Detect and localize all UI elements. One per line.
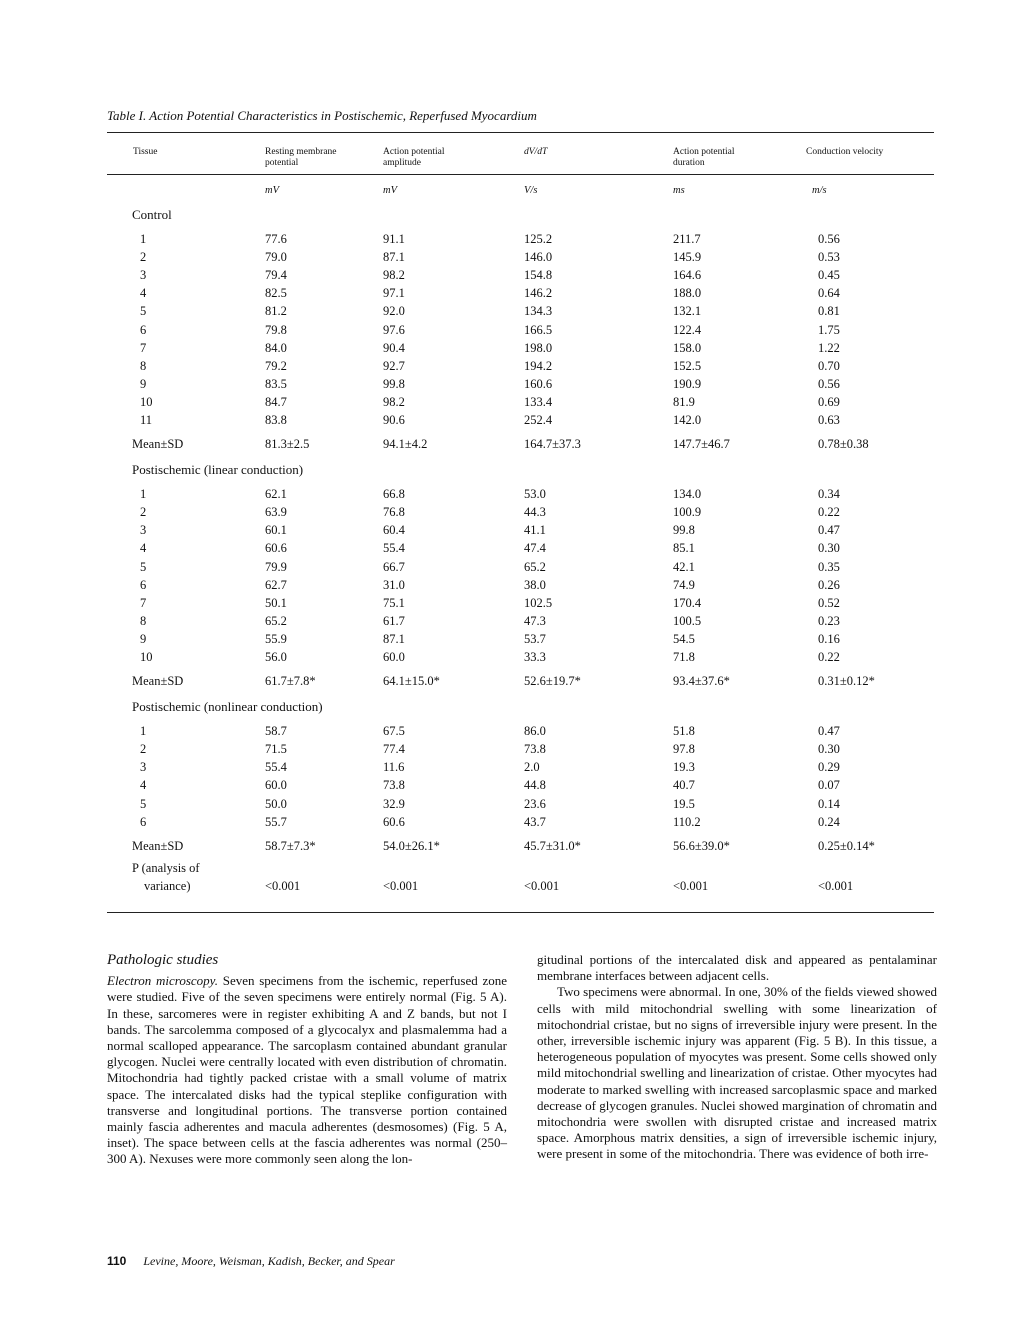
table-cell: 0.45 — [818, 268, 840, 283]
row-label: Mean±SD — [132, 838, 184, 853]
table-cell: 145.9 — [673, 250, 702, 265]
p-value: <0.001 — [265, 878, 301, 893]
header-duration-line1: Action potential — [673, 147, 735, 157]
row-label: 10 — [140, 650, 153, 664]
table-cell: 146.0 — [524, 250, 553, 265]
row-label: 6 — [140, 814, 147, 829]
table-cell: 40.7 — [673, 778, 695, 793]
table-cell: 31.0 — [383, 577, 405, 592]
table-cell: 66.7 — [383, 559, 405, 574]
table-row — [107, 541, 934, 559]
table-cell: 79.8 — [265, 322, 287, 337]
header-conduction-velocity — [806, 147, 883, 158]
table-cell: 102.5 — [524, 595, 553, 610]
unit-velocity: m/s — [812, 185, 827, 196]
table-cell: 0.14 — [818, 796, 840, 811]
table-cell: 97.8 — [673, 742, 695, 757]
table-cell: 60.6 — [265, 541, 287, 556]
table-row — [107, 487, 934, 505]
header-dvdt — [524, 147, 547, 158]
table-cell: 98.2 — [383, 394, 405, 409]
p-value: <0.001 — [383, 878, 419, 893]
table-cell: 211.7 — [673, 232, 701, 246]
table-cell: 198.0 — [524, 340, 553, 355]
group-title: Postischemic (linear conduction) — [132, 462, 304, 478]
header-ap-duration — [673, 147, 734, 169]
table-cell: 97.1 — [383, 286, 405, 301]
table-cell: 53.7 — [524, 631, 546, 646]
table-cell: 60.0 — [383, 650, 405, 664]
table-cell: 75.1 — [383, 595, 405, 610]
table-cell: 0.34 — [818, 487, 840, 502]
table-cell: 54.0±26.1* — [383, 838, 440, 853]
table-cell: 122.4 — [673, 322, 702, 337]
table-cell: 84.7 — [265, 394, 287, 409]
header-duration-line2: duration — [673, 158, 705, 168]
table-cell: 99.8 — [673, 523, 695, 538]
header-tissue-line2: Tissue — [133, 147, 158, 157]
table-row — [107, 341, 934, 359]
table-cell: 110.2 — [673, 814, 701, 829]
table-cell: 81.3±2.5 — [265, 437, 310, 452]
row-label: 4 — [140, 541, 147, 556]
table-cell: 91.1 — [383, 232, 405, 246]
table-cell: 47.3 — [524, 613, 546, 628]
table-cell: 71.8 — [673, 650, 695, 664]
row-label: 11 — [140, 413, 153, 427]
header-resting-line1: Resting membrane — [265, 147, 337, 157]
table-cell: 41.1 — [524, 523, 546, 538]
table-row — [107, 778, 934, 796]
p-value: <0.001 — [524, 878, 560, 893]
table-cell: 0.25±0.14* — [818, 838, 875, 853]
row-label: 3 — [140, 268, 147, 283]
table-cell: 55.4 — [265, 760, 287, 775]
table-cell: 0.29 — [818, 760, 840, 775]
table-cell: 33.3 — [524, 650, 546, 664]
row-label: 8 — [140, 613, 147, 628]
header-tissue — [133, 147, 157, 158]
text-column-right — [537, 952, 937, 1163]
table-row — [107, 674, 934, 692]
table-cell: 76.8 — [383, 505, 405, 520]
table-cell: 79.4 — [265, 268, 287, 283]
table-cell: 194.2 — [524, 358, 553, 373]
table-cell: 60.4 — [383, 523, 405, 538]
table-cell: 38.0 — [524, 577, 546, 592]
table-row — [107, 815, 934, 833]
table-cell: 86.0 — [524, 724, 546, 739]
table-cell: 79.0 — [265, 250, 287, 265]
row-label: 5 — [140, 304, 147, 319]
table-row — [107, 377, 934, 395]
table-row — [107, 323, 934, 341]
table-cell: 44.3 — [524, 505, 546, 520]
row-label: 6 — [140, 322, 147, 337]
table-cell: 50.0 — [265, 796, 287, 811]
table-cell: 190.9 — [673, 376, 702, 391]
table-cell: 62.1 — [265, 487, 287, 502]
table-cell: 0.47 — [818, 724, 840, 739]
table-row — [107, 250, 934, 268]
table-cell: 0.16 — [818, 631, 840, 646]
row-label: 4 — [140, 778, 147, 793]
table-cell: 65.2 — [265, 613, 287, 628]
table-cell: 0.53 — [818, 250, 840, 265]
table-cell: 0.07 — [818, 778, 840, 793]
p-value: <0.001 — [818, 878, 854, 893]
table-cell: 0.30 — [818, 742, 840, 757]
header-resting-line2: potential — [265, 158, 299, 168]
header-velocity-line2: Conduction velocity — [806, 147, 884, 157]
table-cell: 66.8 — [383, 487, 405, 502]
table-cell: 1.22 — [818, 340, 840, 355]
table-row — [107, 839, 934, 857]
table-cell: 55.9 — [265, 631, 287, 646]
row-label: 2 — [140, 250, 147, 265]
table-cell: 0.78±0.38 — [818, 437, 869, 452]
left-paragraph-text: Seven specimens from the ischemic, reperfused zone were studied. Five of the seven specimens were entirely normal (Fig. 5 A). In these, sarcomeres were in register exhibiting A and Z bands, but not I bands. The sarcolemma composed of a glycocalyx and plasmalemma had a normal scalloped appearance. The sarcoplasm contained abundant granular glycogen. Nuclei were centrally located with even distribution of chromatin. Mitochondria had tightly packed cristae with a small volume of matrix space. The intercalated disks had the typical steplike configuration with transverse and longitudinal portions. The transverse portion contained mainly fascia adherentes and macula adherentes (desmosomes) (Fig. 5 A, inset). The space between cells at the fascia adherentes was normal (250–300 A). Nexuses were more commonly seen along the lon- — [107, 973, 507, 1167]
row-label: 5 — [140, 559, 147, 574]
row-label: 9 — [140, 376, 147, 391]
table-cell: 100.9 — [673, 505, 702, 520]
table-cell: 92.0 — [383, 304, 405, 319]
table-cell: 0.70 — [818, 358, 840, 373]
group-title: Postischemic (nonlinear conduction) — [132, 699, 323, 715]
table-cell: 134.0 — [673, 487, 702, 502]
table-row — [107, 742, 934, 760]
table-cell: 64.1±15.0* — [383, 674, 440, 689]
table-cell: 52.6±19.7* — [524, 674, 581, 689]
table-cell: 92.7 — [383, 358, 405, 373]
table-cell: 19.5 — [673, 796, 695, 811]
table-cell: 125.2 — [524, 232, 553, 246]
right-paragraph-2: Two specimens were abnormal. In one, 30% of the fields viewed showed cells with mild mitochondrial swelling with some linearization of mitochondrial cristae, but no signs of irreversible injury were present. In the other, irreversible ischemic injury was apparent (Fig. 5 B). In this tissue, a heterogeneous population of myocytes was present. Some cells showed only mild mitochondrial swelling and linearization of cristae. Other myocytes had moderate to marked swelling with increased sarcoplasmic space and marked decrease of glycogen granules. Nuclei showed margination of chromatin and mitochondria were swollen with disrupted cristae and increased matrix space. Amorphous matrix densities, a sign of irreversible ischemic injury, were present in some of the mitochondria. There was evidence of both irre- — [537, 984, 937, 1162]
unit-dvdt: V/s — [524, 185, 538, 196]
unit-resting: mV — [265, 185, 279, 196]
header-resting-potential — [265, 147, 337, 169]
table-cell: 58.7±7.3* — [265, 838, 316, 853]
table-cell: 65.2 — [524, 559, 546, 574]
table-cell: 0.23 — [818, 613, 840, 628]
table-cell: 67.5 — [383, 724, 405, 739]
table-cell: 90.6 — [383, 413, 405, 427]
table-cell: 51.8 — [673, 724, 695, 739]
table-cell: 42.1 — [673, 559, 695, 574]
table-cell: 62.7 — [265, 577, 287, 592]
table-cell: 0.69 — [818, 394, 840, 409]
table-row — [107, 286, 934, 304]
table-top-rule — [107, 132, 934, 133]
table-cell: 71.5 — [265, 742, 287, 757]
table-cell: 0.22 — [818, 505, 840, 520]
footer-authors: Levine, Moore, Weisman, Kadish, Becker, and Spear — [143, 1254, 395, 1268]
table-cell: 61.7±7.8* — [265, 674, 316, 689]
row-label: 9 — [140, 631, 147, 646]
table-cell: 147.7±46.7 — [673, 437, 730, 452]
subsection-lead: Electron microscopy. — [107, 973, 218, 989]
table-cell: 2.0 — [524, 760, 540, 775]
header-ap-amplitude — [383, 147, 444, 169]
table-row — [107, 760, 934, 778]
table-cell: 170.4 — [673, 595, 702, 610]
table-cell: 79.2 — [265, 358, 287, 373]
table-cell: 0.52 — [818, 595, 840, 610]
table-cell: 252.4 — [524, 413, 553, 427]
p-label-line1: P (analysis of — [132, 860, 200, 875]
table-cell: 142.0 — [673, 413, 702, 427]
table-row — [107, 650, 934, 668]
table-cell: 60.1 — [265, 523, 287, 538]
table-row — [107, 304, 934, 322]
unit-amplitude: mV — [383, 185, 397, 196]
group-title: Control — [132, 207, 172, 222]
table-caption: Table I. Action Potential Characteristics in Postischemic, Reperfused Myocardium — [107, 108, 537, 123]
table-cell: 74.9 — [673, 577, 695, 592]
row-label: 3 — [140, 523, 147, 538]
table-row — [107, 395, 934, 413]
table-cell: 79.9 — [265, 559, 287, 574]
table-cell: 56.6±39.0* — [673, 838, 730, 853]
table-cell: 90.4 — [383, 340, 405, 355]
table-cell: 1.75 — [818, 322, 840, 337]
table-cell: 47.4 — [524, 541, 546, 556]
row-label: Mean±SD — [132, 674, 184, 689]
table-cell: 87.1 — [383, 250, 405, 265]
table-cell: 154.8 — [524, 268, 553, 283]
table-row — [107, 505, 934, 523]
table-row — [107, 437, 934, 455]
table-row — [107, 724, 934, 742]
row-label: 7 — [140, 340, 147, 355]
table-cell: 50.1 — [265, 595, 287, 610]
table-cell: 19.3 — [673, 760, 695, 775]
table-cell: 0.31±0.12* — [818, 674, 875, 689]
page-footer — [107, 1254, 395, 1269]
row-label: 3 — [140, 760, 147, 775]
table-cell: 0.35 — [818, 559, 840, 574]
table-cell: 43.7 — [524, 814, 546, 829]
table-cell: 99.8 — [383, 376, 405, 391]
table-cell: 81.9 — [673, 394, 695, 409]
row-label: 2 — [140, 742, 147, 757]
table-cell: 54.5 — [673, 631, 695, 646]
table-cell: 0.30 — [818, 541, 840, 556]
table-cell: 55.7 — [265, 814, 287, 829]
right-paragraph-1: gitudinal portions of the intercalated disk and appeared as pentalaminar membrane interfaces between adjacent cells. — [537, 952, 937, 984]
table-cell: 32.9 — [383, 796, 405, 811]
row-label: 1 — [140, 487, 147, 502]
table-cell: 82.5 — [265, 286, 287, 301]
table-cell: 0.64 — [818, 286, 840, 301]
table-row — [107, 359, 934, 377]
table-cell: 85.1 — [673, 541, 695, 556]
table-cell: 84.0 — [265, 340, 287, 355]
text-column-left — [107, 952, 507, 1168]
row-label: 6 — [140, 577, 147, 592]
table-cell: 152.5 — [673, 358, 702, 373]
table-cell: 164.6 — [673, 268, 702, 283]
table-cell: 60.6 — [383, 814, 405, 829]
table-cell: 77.6 — [265, 232, 287, 246]
row-label: Mean±SD — [132, 437, 184, 452]
row-label: 5 — [140, 796, 147, 811]
table-cell: 73.8 — [524, 742, 546, 757]
row-label: 7 — [140, 595, 147, 610]
row-label: 1 — [140, 724, 147, 739]
section-title: Pathologic studies — [107, 952, 219, 968]
header-dvdt-line2: dV/dT — [524, 147, 548, 157]
row-label: 8 — [140, 358, 147, 373]
row-label: 4 — [140, 286, 147, 301]
table-row — [107, 596, 934, 614]
table-row — [107, 797, 934, 815]
page-number: 110 — [107, 1254, 127, 1268]
table-cell: 73.8 — [383, 778, 405, 793]
table-cell: 0.56 — [818, 376, 840, 391]
table-row — [107, 614, 934, 632]
table-cell: 63.9 — [265, 505, 287, 520]
table-cell: 55.4 — [383, 541, 405, 556]
table-cell: 81.2 — [265, 304, 287, 319]
table-cell: 58.7 — [265, 724, 287, 739]
table-cell: 0.24 — [818, 814, 840, 829]
table-cell: 83.8 — [265, 413, 287, 427]
table-cell: 0.47 — [818, 523, 840, 538]
table-cell: 61.7 — [383, 613, 405, 628]
table-cell: 146.2 — [524, 286, 553, 301]
table-cell: 134.3 — [524, 304, 553, 319]
table-row — [107, 578, 934, 596]
table-cell: 93.4±37.6* — [673, 674, 730, 689]
p-value: <0.001 — [673, 878, 709, 893]
table-cell: 98.2 — [383, 268, 405, 283]
table-cell: 166.5 — [524, 322, 553, 337]
table-cell: 164.7±37.3 — [524, 437, 581, 452]
left-paragraph — [107, 973, 507, 1167]
table-row — [107, 560, 934, 578]
table-cell: 97.6 — [383, 322, 405, 337]
table-cell: 132.1 — [673, 304, 702, 319]
table-cell: 0.81 — [818, 304, 840, 319]
row-label: 1 — [140, 232, 147, 246]
table-cell: 0.22 — [818, 650, 840, 664]
table-cell: 158.0 — [673, 340, 702, 355]
table-cell: 56.0 — [265, 650, 287, 664]
header-amplitude-line2: amplitude — [383, 158, 421, 168]
table-cell: 83.5 — [265, 376, 287, 391]
table-cell: 11.6 — [383, 760, 405, 775]
unit-duration: ms — [673, 185, 685, 196]
table-cell: 44.8 — [524, 778, 546, 793]
table-cell: 53.0 — [524, 487, 546, 502]
table-cell: 94.1±4.2 — [383, 437, 428, 452]
table-row — [107, 632, 934, 650]
table-cell: 160.6 — [524, 376, 553, 391]
table-cell: 45.7±31.0* — [524, 838, 581, 853]
table-cell: 0.56 — [818, 232, 840, 246]
table-cell: 133.4 — [524, 394, 553, 409]
table-row — [107, 523, 934, 541]
table-cell: 0.63 — [818, 413, 840, 427]
table-cell: 87.1 — [383, 631, 405, 646]
table-cell: 100.5 — [673, 613, 702, 628]
table-row — [107, 413, 934, 431]
table-cell: 188.0 — [673, 286, 702, 301]
table-cell: 0.26 — [818, 577, 840, 592]
table-cell: 23.6 — [524, 796, 546, 811]
row-label: 2 — [140, 505, 147, 520]
table-cell: 60.0 — [265, 778, 287, 793]
table-bottom-rule — [107, 912, 934, 913]
table-row — [107, 268, 934, 286]
row-label: 10 — [140, 394, 153, 409]
table-row — [107, 232, 934, 250]
header-amplitude-line1: Action potential — [383, 147, 445, 157]
p-label-line2: variance) — [144, 878, 191, 893]
table-cell: 77.4 — [383, 742, 405, 757]
header-rule — [107, 174, 934, 175]
